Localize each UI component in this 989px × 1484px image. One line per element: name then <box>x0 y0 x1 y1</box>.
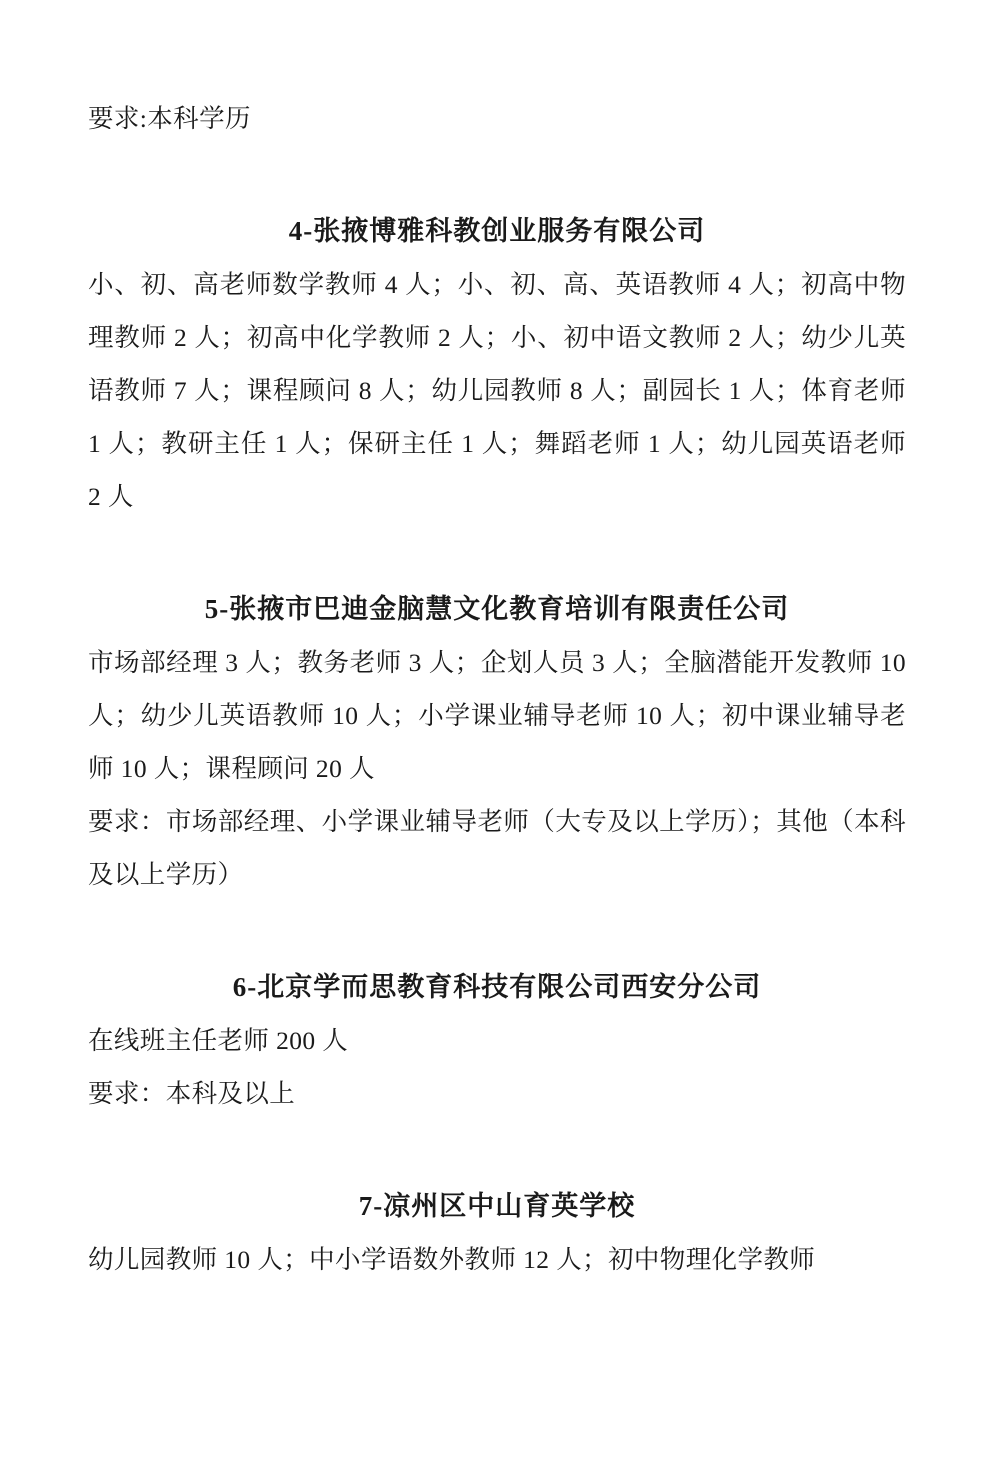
section-requirement-5: 要求：市场部经理、小学课业辅导老师（大专及以上学历）；其他（本科及以上学历） <box>88 807 906 889</box>
block-spacer <box>88 1120 906 1180</box>
document-body <box>88 92 913 1286</box>
section-body-4: 小、初、高老师数学教师 4 人；小、初、高、英语教师 4 人；初高中物理教师 2 人；初高中化学教师 2 人；小、初中语文教师 2 人；幼少儿英语教师 7 人；课程顾问 8 人；幼儿园教师 8 人；副园长 1 人；体育老师 1 人；教研主任 1 人；保研主任 1 人；舞蹈老师 1 人；幼儿园英语老师 2 人 <box>88 270 913 511</box>
block-spacer <box>88 523 906 583</box>
section-requirement-6: 要求：本科及以上 <box>88 1079 296 1108</box>
block-spacer <box>88 145 906 205</box>
block-spacer <box>88 901 906 961</box>
section-body-5: 市场部经理 3 人；教务老师 3 人；企划人员 3 人；全脑潜能开发教师 10 人；幼少儿英语教师 10 人；小学课业辅导老师 10 人；初中课业辅导老师 10 人；课程顾问 20 人 <box>88 648 913 783</box>
section-heading-7: 7-凉州区中山育英学校 <box>358 1191 636 1221</box>
section-heading-4: 4-张掖博雅科教创业服务有限公司 <box>288 216 706 246</box>
section-heading-6: 6-北京学而思教育科技有限公司西安分公司 <box>232 972 762 1002</box>
section-body-7: 幼儿园教师 10 人；中小学语数外教师 12 人；初中物理化学教师 <box>88 1245 816 1274</box>
requirement-line-top: 要求:本科学历 <box>88 104 251 133</box>
section-heading-5: 5-张掖市巴迪金脑慧文化教育培训有限责任公司 <box>204 594 790 624</box>
section-body-6: 在线班主任老师 200 人 <box>88 1026 349 1055</box>
